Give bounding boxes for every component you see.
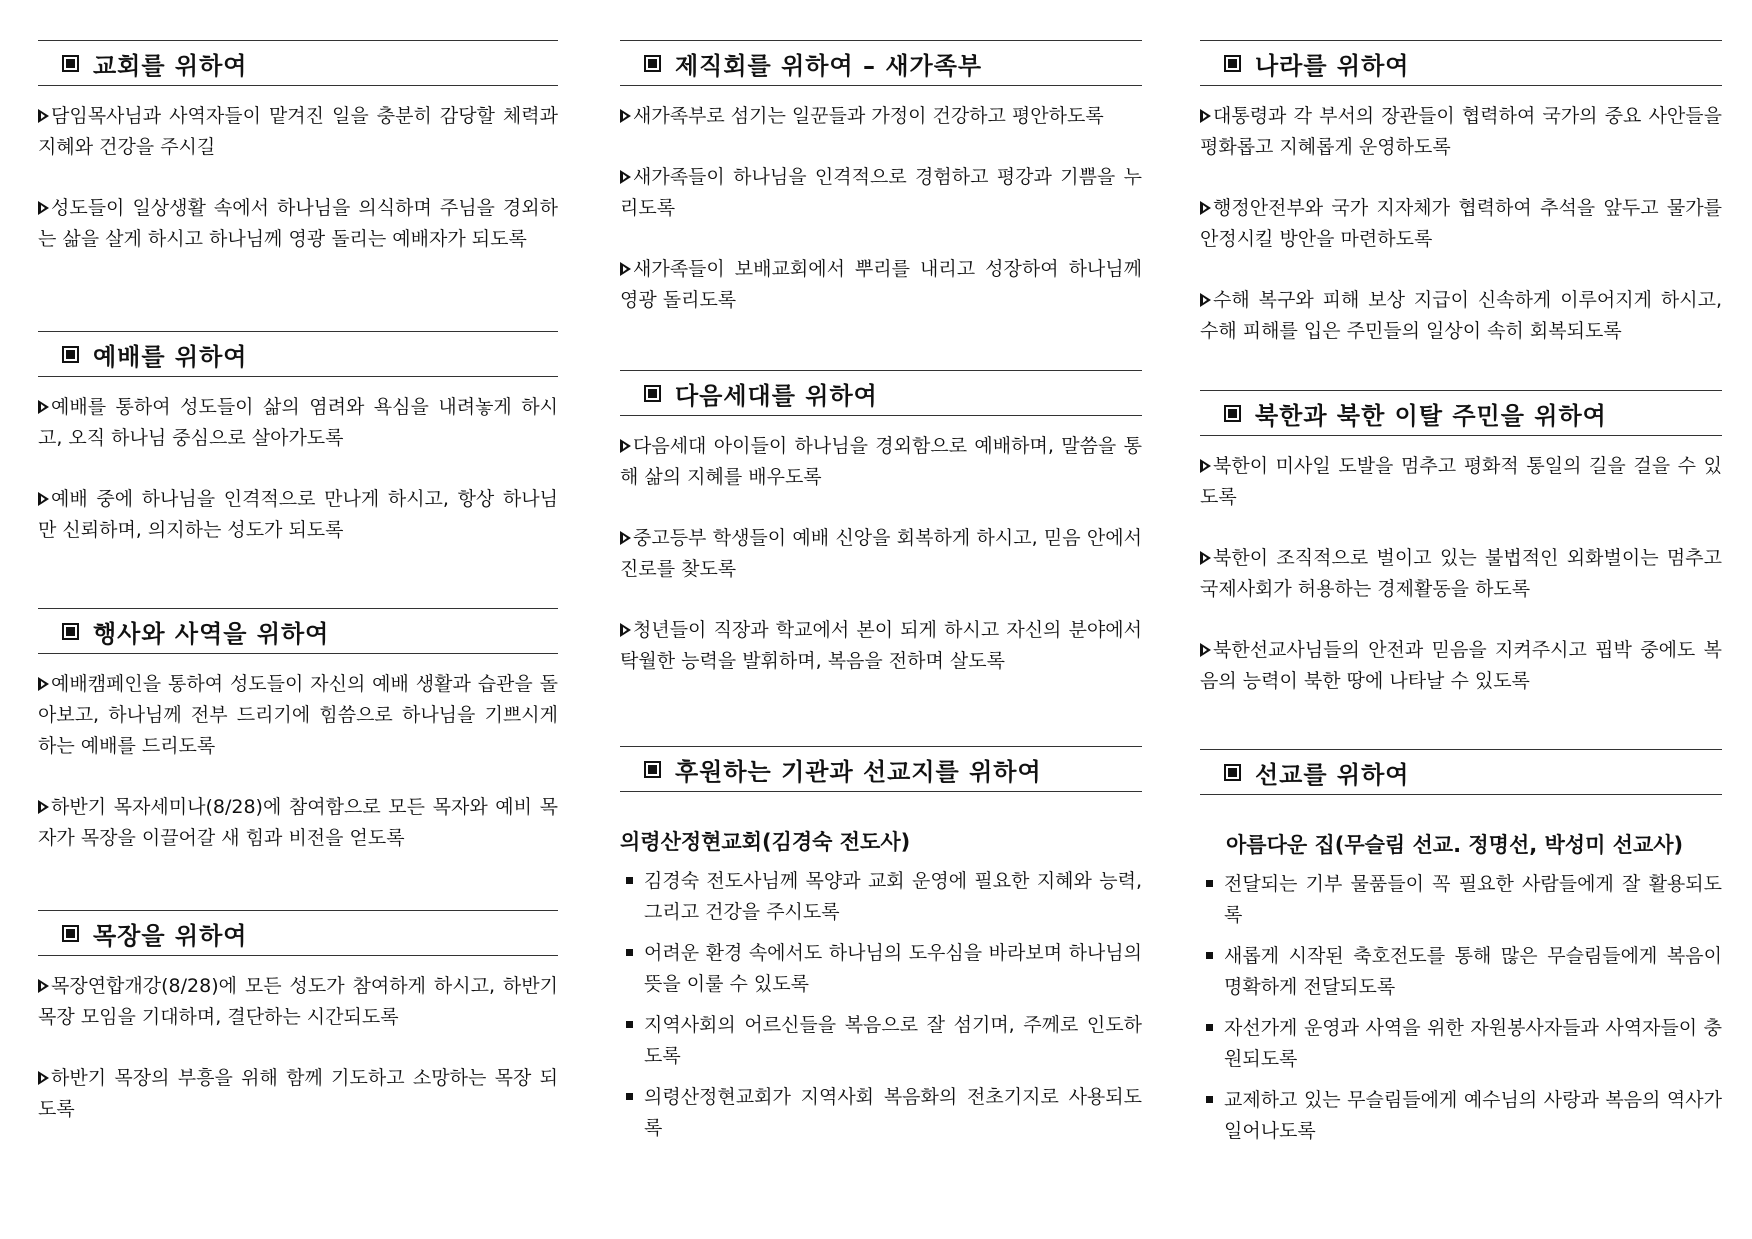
prayer-item: 새가족들이 보배교회에서 뿌리를 내리고 성장하여 하나님께 영광 돌리도록	[620, 258, 1142, 311]
triangle-bullet-icon	[1200, 459, 1211, 473]
prayer-item: 북한선교사님들의 안전과 믿음을 지켜주시고 핍박 중에도 복음의 능력이 북한 땅에 나타날 수 있도록	[1200, 639, 1722, 692]
prayer-item: 북한이 조직적으로 벌이고 있는 불법적인 외화벌이는 멈추고 국제사회가 허용하는 경제활동을 하도록	[1200, 547, 1722, 600]
triangle-bullet-icon	[620, 531, 631, 545]
section-header	[620, 40, 1142, 86]
section-title: 제직회를 위하여 – 새가족부	[675, 51, 983, 80]
square-bullet-icon	[62, 623, 79, 640]
section-worship	[38, 331, 558, 546]
section-nation	[1200, 40, 1722, 347]
square-bullet-icon	[644, 761, 661, 778]
square-bullet-icon	[62, 925, 79, 942]
bullet-item: 지역사회의 어르신들을 복음으로 잘 섬기며, 주께로 인도하도록	[620, 1010, 1142, 1072]
section-title: 행사와 사역을 위하여	[93, 619, 330, 648]
small-square-bullet-icon	[1206, 1024, 1213, 1031]
triangle-bullet-icon	[1200, 201, 1211, 215]
small-square-bullet-icon	[1206, 880, 1213, 887]
triangle-bullet-icon	[620, 109, 631, 123]
section-header	[38, 608, 558, 654]
triangle-bullet-icon	[620, 170, 631, 184]
prayer-item: 수해 복구와 피해 보상 지급이 신속하게 이루어지게 하시고, 수해 피해를 입은 주민들의 일상이 속히 회복되도록	[1200, 289, 1722, 342]
prayer-item: 목장연합개강(8/28)에 모든 성도가 참여하게 하시고, 하반기 목장 모임을 기대하며, 결단하는 시간되도록	[38, 975, 558, 1028]
section-cell-group	[38, 910, 558, 1125]
section-missions	[1200, 749, 1722, 1147]
prayer-item: 하반기 목자세미나(8/28)에 참여함으로 모든 목자와 예비 목자가 목장을 이끌어갈 새 힘과 비전을 얻도록	[38, 796, 558, 849]
mission-subtitle: 의령산정현교회(김경숙 전도사)	[620, 830, 911, 854]
small-square-bullet-icon	[1206, 1096, 1213, 1103]
section-new-family	[620, 40, 1142, 316]
small-square-bullet-icon	[626, 877, 633, 884]
section-title: 예배를 위하여	[93, 342, 248, 371]
triangle-bullet-icon	[38, 492, 49, 506]
square-bullet-icon	[1224, 405, 1241, 422]
section-title: 목장을 위하여	[93, 921, 248, 950]
triangle-bullet-icon	[38, 800, 49, 814]
triangle-bullet-icon	[1200, 293, 1211, 307]
section-header	[1200, 40, 1722, 86]
section-header	[38, 331, 558, 377]
triangle-bullet-icon	[1200, 643, 1211, 657]
triangle-bullet-icon	[620, 439, 631, 453]
section-next-generation	[620, 370, 1142, 677]
section-title: 다음세대를 위하여	[675, 381, 878, 410]
bullet-item: 새롭게 시작된 축호전도를 통해 많은 무슬림들에게 복음이 명확하게 전달되도록	[1200, 941, 1722, 1003]
prayer-item: 예배 중에 하나님을 인격적으로 만나게 하시고, 항상 하나님만 신뢰하며, 의지하는 성도가 되도록	[38, 488, 558, 541]
triangle-bullet-icon	[38, 400, 49, 414]
section-header	[1200, 390, 1722, 436]
mission-subtitle: 아름다운 집(무슬림 선교. 정명선, 박성미 선교사)	[1226, 833, 1684, 857]
bullet-item: 자선가게 운영과 사역을 위한 자원봉사자들과 사역자들이 충원되도록	[1200, 1013, 1722, 1075]
triangle-bullet-icon	[38, 979, 49, 993]
section-supported-missions	[620, 746, 1142, 1144]
section-title: 나라를 위하여	[1255, 51, 1410, 80]
prayer-item: 하반기 목장의 부흥을 위해 함께 기도하고 소망하는 목장 되도록	[38, 1067, 558, 1120]
triangle-bullet-icon	[1200, 109, 1211, 123]
prayer-item: 예배캠페인을 통하여 성도들이 자신의 예배 생활과 습관을 돌아보고, 하나님께 전부 드리기에 힘씀으로 하나님을 기쁘시게 하는 예배를 드리도록	[38, 673, 558, 757]
prayer-item: 새가족부로 섬기는 일꾼들과 가정이 건강하고 평안하도록	[620, 101, 1142, 132]
bullet-item: 김경숙 전도사님께 목양과 교회 운영에 필요한 지혜와 능력, 그리고 건강을 주시도록	[620, 866, 1142, 928]
section-header	[620, 746, 1142, 792]
bullet-item: 어려운 환경 속에서도 하나님의 도우심을 바라보며 하나님의 뜻을 이룰 수 있도록	[620, 938, 1142, 1000]
triangle-bullet-icon	[620, 623, 631, 637]
section-title: 선교를 위하여	[1255, 760, 1410, 789]
bullet-item: 전달되는 기부 물품들이 꼭 필요한 사람들에게 잘 활용되도록	[1200, 869, 1722, 931]
square-bullet-icon	[1224, 55, 1241, 72]
small-square-bullet-icon	[1206, 952, 1213, 959]
triangle-bullet-icon	[620, 262, 631, 276]
prayer-item: 담임목사님과 사역자들이 맡겨진 일을 충분히 감당할 체력과 지혜와 건강을 주시길	[38, 105, 558, 158]
small-square-bullet-icon	[626, 1021, 633, 1028]
square-bullet-icon	[62, 346, 79, 363]
bullet-item: 교제하고 있는 무슬림들에게 예수님의 사랑과 복음의 역사가 일어나도록	[1200, 1085, 1722, 1147]
prayer-item: 성도들이 일상생활 속에서 하나님을 의식하며 주님을 경외하는 삶을 살게 하시고 하나님께 영광 돌리는 예배자가 되도록	[38, 197, 558, 250]
prayer-item: 청년들이 직장과 학교에서 본이 되게 하시고 자신의 분야에서 탁월한 능력을 발휘하며, 복음을 전하며 살도록	[620, 619, 1142, 672]
section-church	[38, 40, 558, 255]
triangle-bullet-icon	[1200, 551, 1211, 565]
bullet-item: 의령산정현교회가 지역사회 복음화의 전초기지로 사용되도록	[620, 1082, 1142, 1144]
prayer-item: 중고등부 학생들이 예배 신앙을 회복하게 하시고, 믿음 안에서 진로를 찾도록	[620, 527, 1142, 580]
prayer-item: 대통령과 각 부서의 장관들이 협력하여 국가의 중요 사안들을 평화롭고 지혜롭게 운영하도록	[1200, 105, 1722, 158]
section-header	[620, 370, 1142, 416]
square-bullet-icon	[644, 55, 661, 72]
section-events	[38, 608, 558, 854]
section-title: 북한과 북한 이탈 주민을 위하여	[1255, 401, 1607, 430]
triangle-bullet-icon	[38, 201, 49, 215]
square-bullet-icon	[644, 385, 661, 402]
square-bullet-icon	[1224, 764, 1241, 781]
prayer-item: 예배를 통하여 성도들이 삶의 염려와 욕심을 내려놓게 하시고, 오직 하나님 중심으로 살아가도록	[38, 396, 558, 449]
prayer-item: 다음세대 아이들이 하나님을 경외함으로 예배하며, 말씀을 통해 삶의 지혜를 배우도록	[620, 435, 1142, 488]
section-north-korea	[1200, 390, 1722, 697]
section-title: 교회를 위하여	[93, 51, 248, 80]
prayer-item: 행정안전부와 국가 지자체가 협력하여 추석을 앞두고 물가를 안정시킬 방안을 마련하도록	[1200, 197, 1722, 250]
prayer-item: 북한이 미사일 도발을 멈추고 평화적 통일의 길을 걸을 수 있도록	[1200, 455, 1722, 508]
section-header	[1200, 749, 1722, 795]
triangle-bullet-icon	[38, 677, 49, 691]
section-title: 후원하는 기관과 선교지를 위하여	[675, 757, 1042, 786]
triangle-bullet-icon	[38, 1071, 49, 1085]
section-header	[38, 910, 558, 956]
small-square-bullet-icon	[626, 1093, 633, 1100]
section-header	[38, 40, 558, 86]
prayer-item: 새가족들이 하나님을 인격적으로 경험하고 평강과 기쁨을 누리도록	[620, 166, 1142, 219]
triangle-bullet-icon	[38, 109, 49, 123]
small-square-bullet-icon	[626, 949, 633, 956]
square-bullet-icon	[62, 55, 79, 72]
